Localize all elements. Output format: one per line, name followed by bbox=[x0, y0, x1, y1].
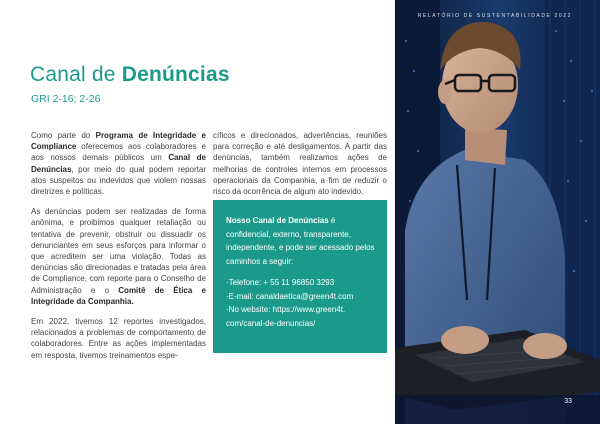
page-title bbox=[30, 63, 230, 87]
page-number: 33 bbox=[564, 398, 572, 405]
text-column-left bbox=[31, 130, 206, 370]
program-name: Programa de Integridade e Compliance bbox=[31, 131, 206, 152]
text-column-right bbox=[213, 130, 387, 206]
committee-name: Comitê de Ética e Integridade da Companhia. bbox=[31, 285, 206, 306]
contact-phone[interactable]: ·Telefone: + 55 11 96850 3293 bbox=[226, 278, 335, 287]
contact-website[interactable]: ·No website: https://www.green4t. com/canal-de-denuncias/ bbox=[226, 305, 346, 328]
contact-email[interactable]: ·E-mail: canaldaetica@green4t.com bbox=[226, 291, 354, 301]
report-header: RELATÓRIO DE SUSTENTABILIDADE 2022 bbox=[417, 13, 572, 19]
paragraph-2022-reports: Em 2022, tivemos 12 reportes investigados, relacionados a problemas de comportamento de colaboradores. Entre as ações implementadas em resposta, tivemos treinamentos espe- bbox=[31, 317, 206, 360]
paragraph-continuation: cíficos e direcionados, advertências, reuniões para correção e até desligamentos. A partir das denúncias, também realizamos ações de melhorias de controles internos em processos operacionais da Companhia, a fim de reduzir o risco da ocorrência de algum ato indevido. bbox=[213, 131, 387, 197]
paragraph-intro: Como parte do Programa de Integridade e Compliance oferecemos aos colaboradores e aos nossos demais públicos um Canal de Denúncias, por meio do qual podem reportar atos suspeitos ou indevidos que violem nossas diretrizes e políticas. bbox=[31, 131, 206, 197]
contact-info-box bbox=[213, 200, 387, 353]
datacenter-photo-illustration bbox=[395, 0, 600, 424]
title-bold: Denúncias bbox=[121, 63, 230, 86]
paragraph-anonymity: As denúncias podem ser realizadas de forma anônima, e proibimos qualquer retaliação ou tentativa de prevenir, obstruir ou dissuadir os denunciantes em seus esforços para informar o que acreditem ser uma violação. Todas as denúncias são direcionadas e tratadas pela área de Compliance, com reporte para o Conselho de Administração e o Comitê de Ética e Integridade da Companhia. bbox=[31, 207, 206, 306]
contact-lead: Nosso Canal de Denúncias é confidencial, externo, transparente, independente, e pode ser acessado pelos caminhos a seguir: bbox=[226, 216, 375, 266]
title-regular: Canal de bbox=[30, 63, 122, 86]
gri-reference: GRI 2-16; 2-26 bbox=[31, 93, 101, 105]
photo-technician-laptop-datacenter bbox=[395, 0, 600, 424]
channel-name: Canal de Denúncias bbox=[31, 153, 206, 174]
